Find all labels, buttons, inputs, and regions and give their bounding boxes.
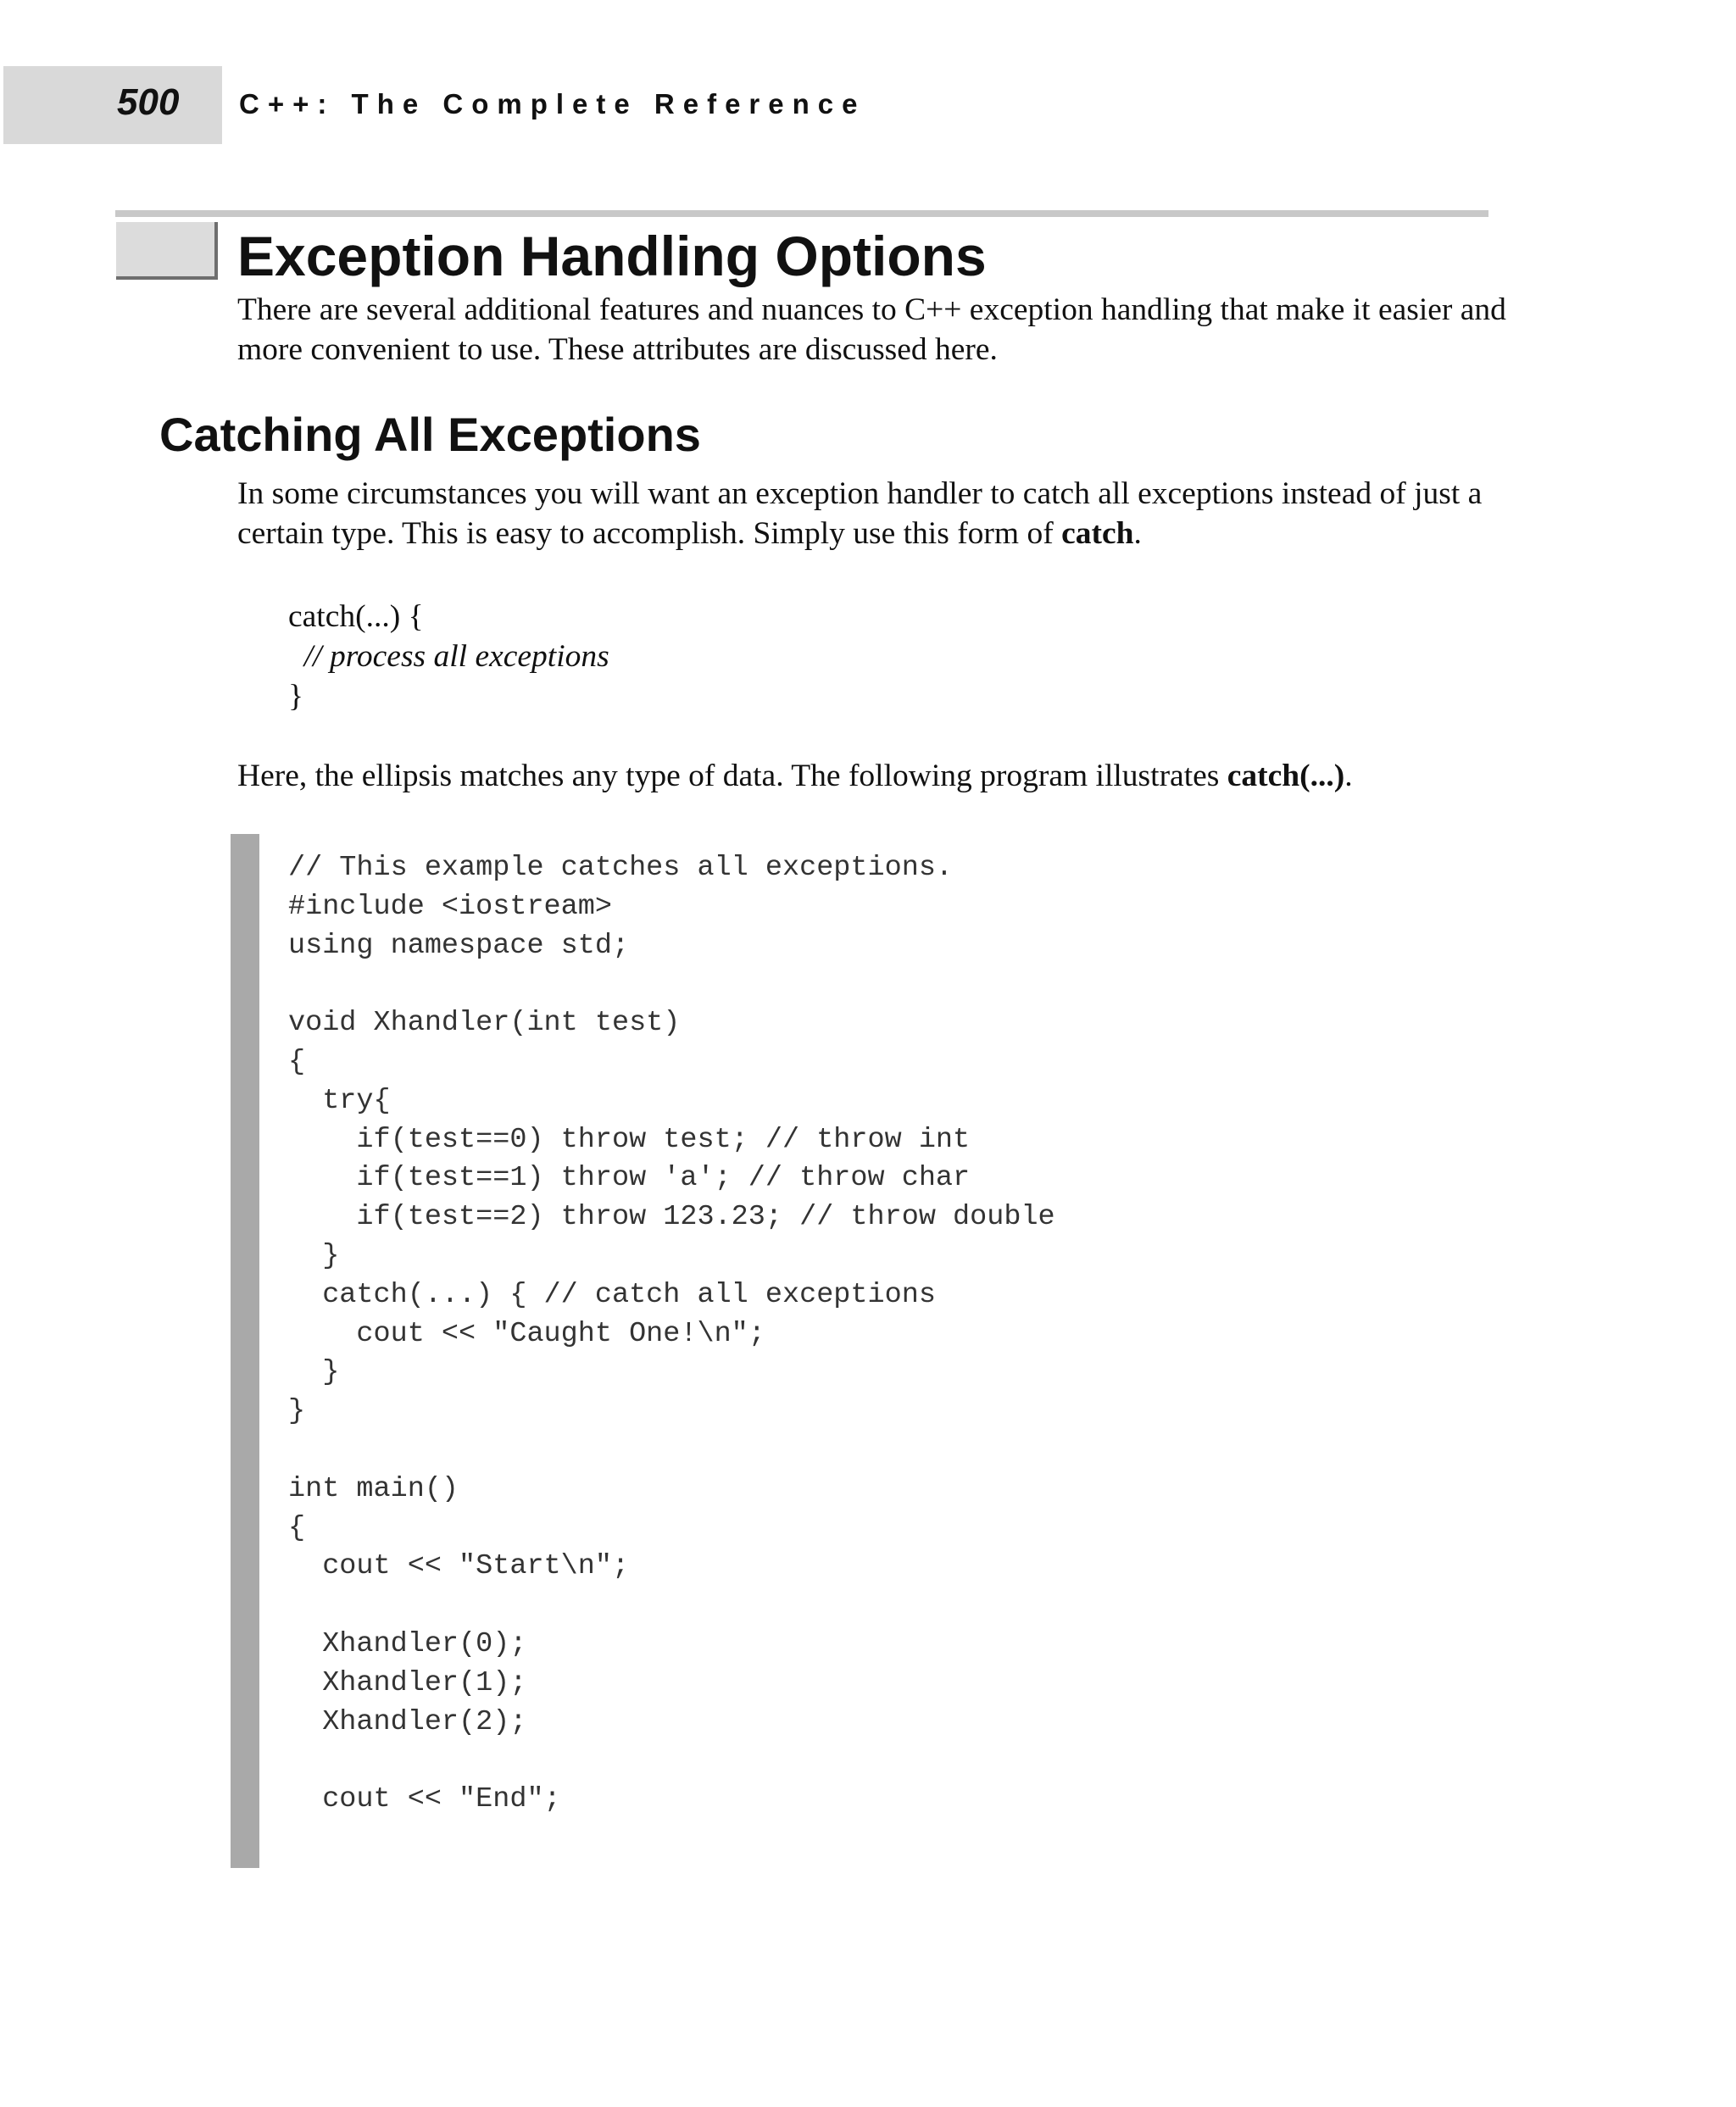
- code-line: if(test==0) throw test; // throw int: [288, 1123, 971, 1156]
- code-line: try{: [288, 1084, 391, 1117]
- code-line: }: [288, 1356, 340, 1389]
- code-line: cout << "Start\n";: [288, 1550, 630, 1583]
- subsection-title: Catching All Exceptions: [159, 408, 701, 461]
- code-line: if(test==1) throw 'a'; // throw char: [288, 1162, 971, 1195]
- code-listing-bar: [231, 834, 259, 1868]
- page-number-tab: [3, 66, 222, 144]
- code-line: [288, 1587, 1055, 1626]
- section-title: Exception Handling Options: [237, 225, 987, 287]
- code-line: {: [288, 1045, 306, 1078]
- code-line: cout << "End";: [288, 1783, 561, 1816]
- paragraph-text: Here, the ellipsis matches any type of data. The following program illustrates: [237, 759, 1227, 793]
- snippet-line: catch(...) {: [288, 599, 424, 634]
- code-line: // This example catches all exceptions.: [288, 852, 954, 884]
- code-line: catch(...) { // catch all exceptions: [288, 1278, 936, 1311]
- code-line: Xhandler(2);: [288, 1705, 527, 1738]
- snippet-line: }: [288, 679, 303, 714]
- code-line: Xhandler(1);: [288, 1666, 527, 1699]
- code-line: [288, 965, 1055, 1004]
- code-line: if(test==2) throw 123.23; // throw double: [288, 1201, 1055, 1234]
- code-line: }: [288, 1239, 340, 1272]
- section-intro: There are several additional features and nuances to C++ exception handling that make it easier and more convenient to use. These attributes are discussed here.: [237, 292, 1506, 367]
- code-line: }: [288, 1395, 306, 1428]
- code-line: {: [288, 1511, 306, 1544]
- code-line: void Xhandler(int test): [288, 1007, 681, 1040]
- keyword-catch-ellipsis: catch(...): [1227, 759, 1345, 793]
- code-line: #include <iostream>: [288, 890, 612, 923]
- paragraph-end: .: [1344, 759, 1353, 793]
- code-line: int main(): [288, 1472, 459, 1505]
- code-line: [288, 1432, 1055, 1470]
- keyword-catch: catch: [1061, 516, 1134, 551]
- code-line: [288, 1742, 1055, 1781]
- section-marker: [116, 222, 218, 280]
- code-listing: [288, 849, 1055, 1820]
- catch-syntax-snippet: [288, 597, 609, 716]
- running-title: C++: The Complete Reference: [239, 88, 866, 120]
- code-line: cout << "Caught One!\n";: [288, 1317, 765, 1350]
- snippet-line: [288, 637, 609, 676]
- section-rule: [115, 210, 1488, 217]
- snippet-comment: // process all exceptions: [303, 639, 609, 674]
- paragraph-ellipsis: [237, 756, 1509, 796]
- page-number: 500: [117, 81, 180, 123]
- code-line: using namespace std;: [288, 929, 630, 962]
- paragraph-text: In some circumstances you will want an exception handler to catch all exceptions instead of just a certain type. This is easy to accomplish. Simply use this form of: [237, 476, 1483, 551]
- snippet-indent: [288, 639, 304, 674]
- code-line: Xhandler(0);: [288, 1627, 527, 1660]
- paragraph-end: .: [1133, 516, 1142, 551]
- paragraph-catch-all: [237, 474, 1509, 553]
